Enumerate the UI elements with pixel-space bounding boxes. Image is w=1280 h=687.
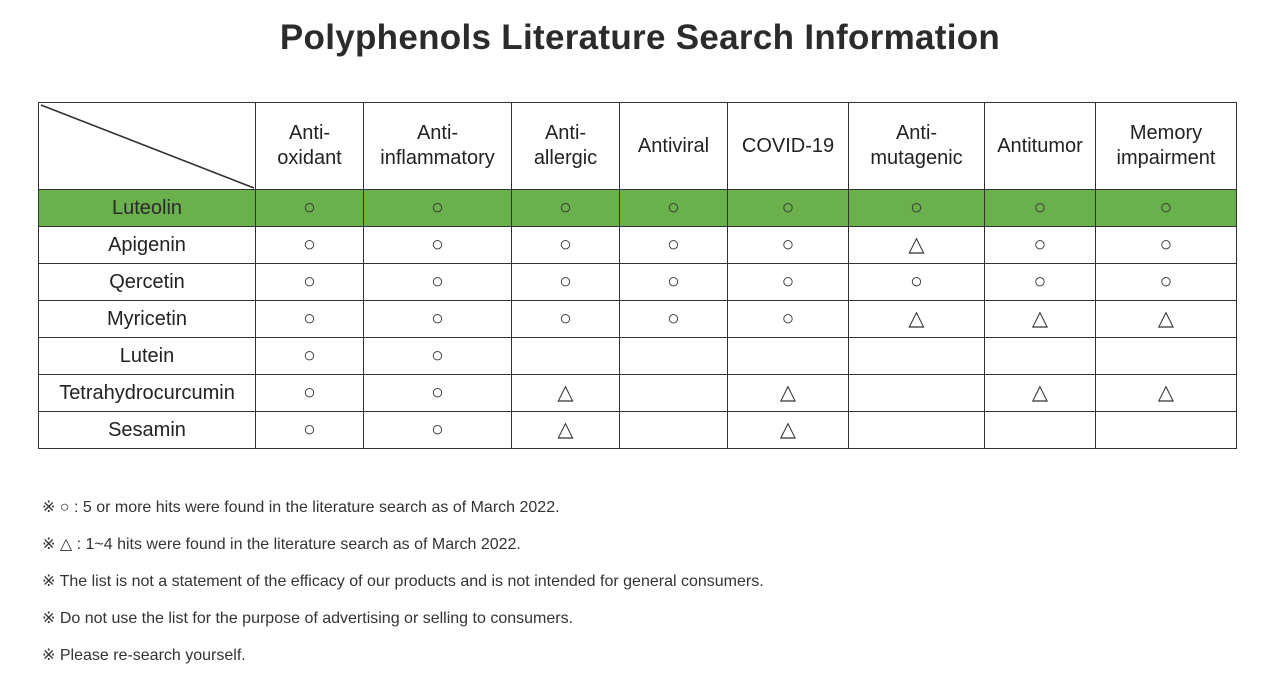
table-cell <box>985 412 1096 449</box>
circle-mark: ○ <box>781 306 795 330</box>
table-cell <box>849 375 985 412</box>
table-cell <box>512 301 620 338</box>
circle-mark: ○ <box>781 269 795 293</box>
row-label: Apigenin <box>39 227 256 264</box>
table-cell <box>364 301 512 338</box>
column-header-memory-impairment: Memory impairment <box>1096 103 1237 190</box>
circle-mark: ○ <box>1033 232 1047 256</box>
column-header-anti-inflammatory: Anti- inflammatory <box>364 103 512 190</box>
triangle-mark: △ <box>1031 306 1049 330</box>
circle-mark: ○ <box>303 417 316 441</box>
table-cell <box>620 375 728 412</box>
table-body <box>39 190 1237 449</box>
table-row <box>39 227 1237 264</box>
table-row <box>39 264 1237 301</box>
circle-mark: ○ <box>431 269 444 293</box>
table-row <box>39 190 1237 227</box>
table-cell <box>512 227 620 264</box>
table-cell <box>256 338 364 375</box>
column-header-antitumor: Antitumor <box>985 103 1096 190</box>
column-header-anti-allergic: Anti- allergic <box>512 103 620 190</box>
table-cell <box>1096 301 1237 338</box>
triangle-mark: △ <box>1031 380 1049 404</box>
table-cell <box>728 375 849 412</box>
circle-mark: ○ <box>303 306 316 330</box>
row-label: Sesamin <box>39 412 256 449</box>
circle-mark: ○ <box>431 417 444 441</box>
literature-table <box>38 102 1237 449</box>
table-row <box>39 301 1237 338</box>
circle-mark: ○ <box>1159 195 1173 219</box>
circle-mark: ○ <box>910 269 923 293</box>
table-cell <box>620 338 728 375</box>
page-title: Polyphenols Literature Search Information <box>279 18 1001 57</box>
table-cell <box>620 412 728 449</box>
table-cell <box>620 190 728 227</box>
table-cell <box>849 264 985 301</box>
circle-mark: ○ <box>667 195 680 219</box>
triangle-mark: △ <box>557 417 574 441</box>
table-cell <box>512 375 620 412</box>
table-row <box>39 375 1237 412</box>
table-cell <box>256 264 364 301</box>
table-cell <box>985 375 1096 412</box>
circle-mark: ○ <box>559 306 572 330</box>
table-cell <box>849 301 985 338</box>
circle-mark: ○ <box>303 343 316 367</box>
table-cell <box>364 412 512 449</box>
table-cell <box>256 375 364 412</box>
row-label: Myricetin <box>39 301 256 338</box>
footnote: ※ △ : 1~4 hits were found in the literature search as of March 2022. <box>42 536 521 553</box>
table-cell <box>728 264 849 301</box>
table-cell <box>1096 375 1237 412</box>
table-row <box>39 338 1237 375</box>
circle-mark: ○ <box>781 195 795 219</box>
table-cell <box>985 264 1096 301</box>
circle-mark: ○ <box>303 195 316 219</box>
table-cell <box>985 190 1096 227</box>
circle-mark: ○ <box>431 306 444 330</box>
table-cell <box>620 264 728 301</box>
table-cell <box>849 412 985 449</box>
table-cell <box>512 338 620 375</box>
table-cell <box>256 190 364 227</box>
circle-mark: ○ <box>303 380 316 404</box>
circle-mark: ○ <box>1033 195 1047 219</box>
table-cell <box>512 264 620 301</box>
triangle-mark: △ <box>779 417 797 441</box>
table-cell <box>256 227 364 264</box>
table-cell <box>1096 227 1237 264</box>
table-cell <box>364 338 512 375</box>
table-row <box>39 412 1237 449</box>
row-label: Tetrahydrocurcumin <box>39 375 256 412</box>
table-cell <box>1096 190 1237 227</box>
circle-mark: ○ <box>559 232 572 256</box>
column-header-covid-19: COVID-19 <box>728 103 849 190</box>
triangle-mark: △ <box>908 232 925 256</box>
circle-mark: ○ <box>431 195 444 219</box>
triangle-mark: △ <box>1157 306 1175 330</box>
table-cell <box>728 227 849 264</box>
table-cell <box>985 301 1096 338</box>
table-cell <box>849 338 985 375</box>
table-cell <box>728 412 849 449</box>
table-cell <box>1096 412 1237 449</box>
table-cell <box>1096 338 1237 375</box>
table-cell <box>620 301 728 338</box>
table-cell <box>364 375 512 412</box>
column-header-antioxidant: Anti- oxidant <box>256 103 364 190</box>
row-label: Qercetin <box>39 264 256 301</box>
circle-mark: ○ <box>559 195 572 219</box>
row-label: Lutein <box>39 338 256 375</box>
table-cell <box>985 338 1096 375</box>
table-cell <box>620 227 728 264</box>
column-header-anti-mutagenic: Anti- mutagenic <box>849 103 985 190</box>
row-label: Luteolin <box>39 190 256 227</box>
triangle-mark: △ <box>908 306 925 330</box>
table-cell <box>728 301 849 338</box>
triangle-mark: △ <box>1157 380 1175 404</box>
footnote: ※ The list is not a statement of the efficacy of our products and is not intended for general consumers. <box>42 573 764 590</box>
circle-mark: ○ <box>303 232 316 256</box>
table-cell <box>256 301 364 338</box>
circle-mark: ○ <box>667 232 680 256</box>
table-cell <box>728 190 849 227</box>
table-cell <box>728 338 849 375</box>
circle-mark: ○ <box>1159 269 1173 293</box>
table-cell <box>364 264 512 301</box>
table-cell <box>512 412 620 449</box>
circle-mark: ○ <box>431 343 444 367</box>
circle-mark: ○ <box>1159 232 1173 256</box>
table-cell <box>1096 264 1237 301</box>
corner-cell <box>39 103 256 190</box>
footnote: ※ ○ : 5 or more hits were found in the literature search as of March 2022. <box>42 499 560 516</box>
circle-mark: ○ <box>781 232 795 256</box>
triangle-mark: △ <box>557 380 574 404</box>
column-header-antiviral: Antiviral <box>620 103 728 190</box>
table-cell <box>849 227 985 264</box>
table-cell <box>364 190 512 227</box>
table-cell <box>512 190 620 227</box>
circle-mark: ○ <box>559 269 572 293</box>
footnote: ※ Do not use the list for the purpose of advertising or selling to consumers. <box>42 610 574 627</box>
circle-mark: ○ <box>667 306 680 330</box>
circle-mark: ○ <box>667 269 680 293</box>
circle-mark: ○ <box>1033 269 1047 293</box>
circle-mark: ○ <box>431 232 444 256</box>
footnotes <box>42 497 764 682</box>
triangle-mark: △ <box>779 380 797 404</box>
circle-mark: ○ <box>431 380 444 404</box>
footnote: ※ Please re-search yourself. <box>42 647 246 664</box>
table-cell <box>985 227 1096 264</box>
table-cell <box>849 190 985 227</box>
table-cell <box>364 227 512 264</box>
circle-mark: ○ <box>910 195 923 219</box>
diagonal-divider <box>39 103 256 189</box>
table-cell <box>256 412 364 449</box>
circle-mark: ○ <box>303 269 316 293</box>
header-row <box>39 103 1237 190</box>
